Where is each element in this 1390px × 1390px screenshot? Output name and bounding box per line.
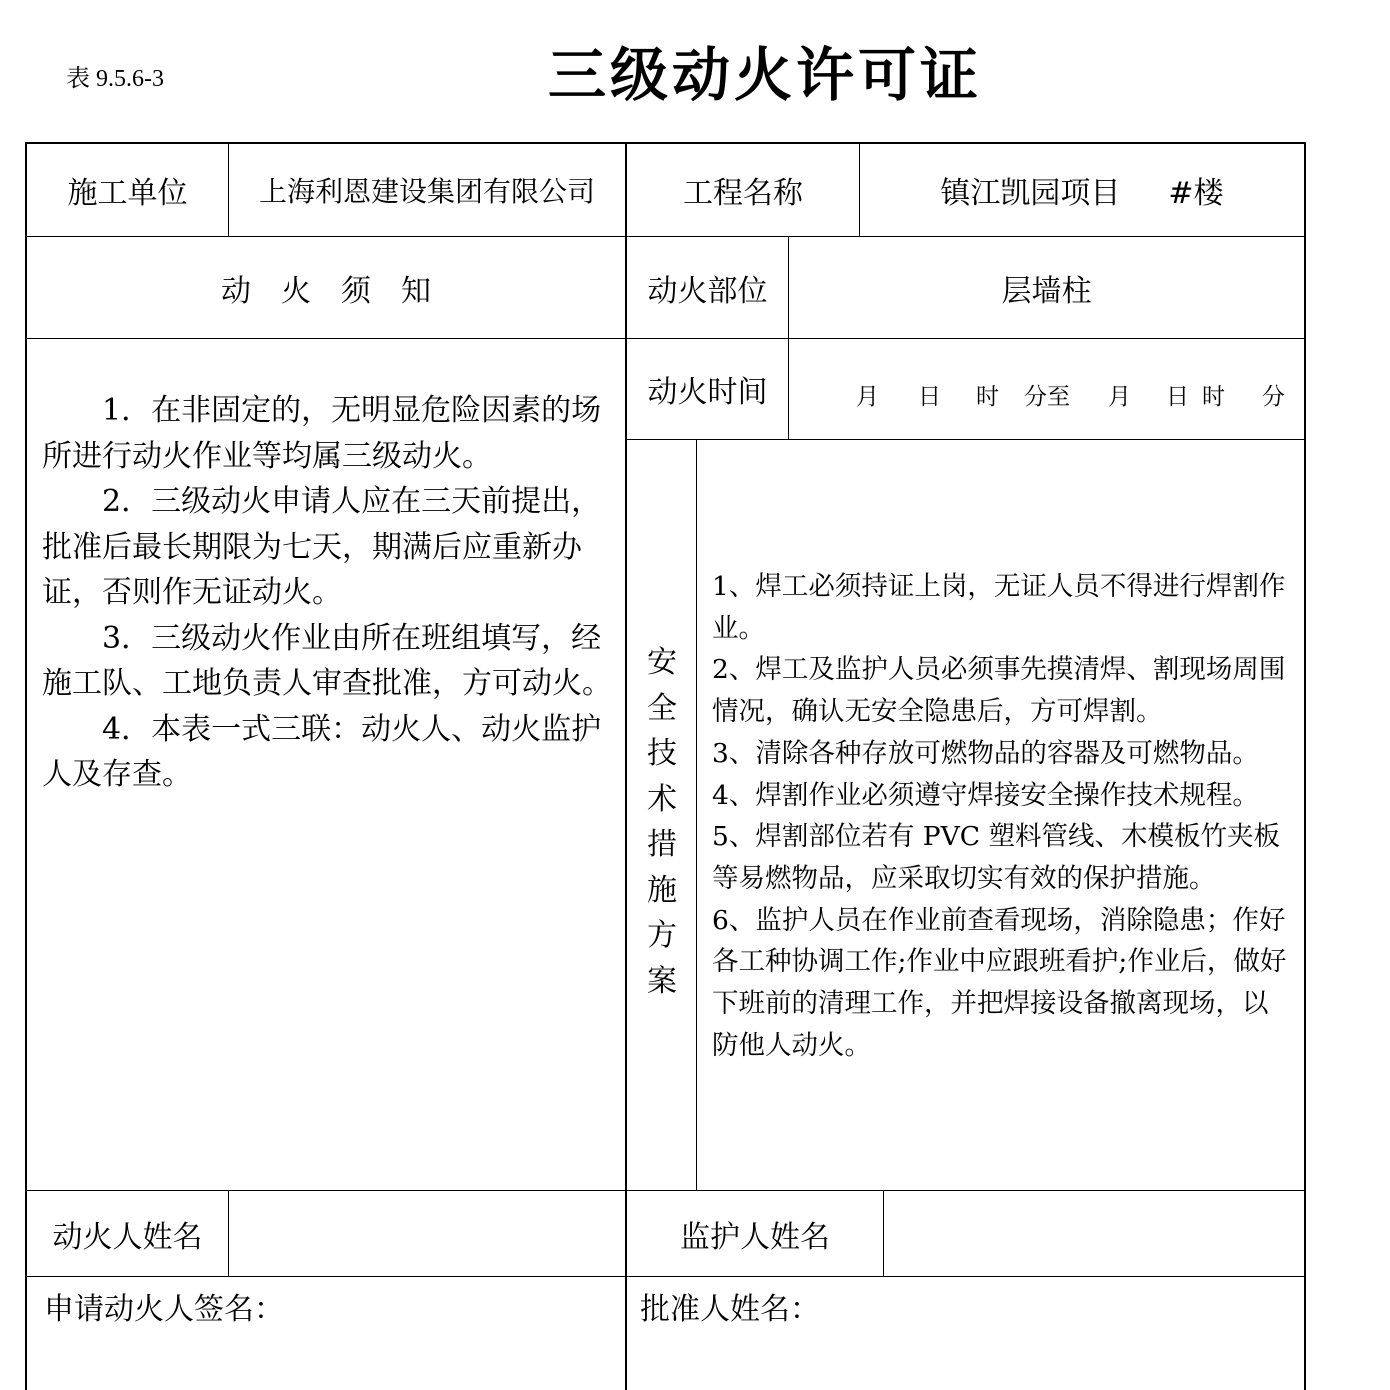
safety-measures-list	[712, 566, 1292, 1066]
project-name-text: 镇江凯园项目	[940, 176, 1121, 211]
operator-name-field[interactable]	[229, 1191, 625, 1276]
construction-unit-value: 上海利恩建设集团有限公司	[258, 175, 595, 208]
measure-item: 6、监护人员在作业前查看现场，消除隐患；作好各工种协调工作;作业中应跟班看护;作业后，做好下班前的清理工作，并把焊接设备撤离现场，以防他人动火。	[712, 904, 1287, 1061]
measure-item: 1、焊工必须持证上岗，无证人员不得进行焊割作业。	[712, 571, 1286, 644]
fire-notice-heading: 动 火 须 知	[221, 273, 431, 309]
time-day-end: 日	[1166, 384, 1189, 410]
label-char: 方	[647, 918, 677, 953]
label-char: 全	[647, 690, 677, 726]
table-number: 表 9.5.6-3	[66, 66, 164, 92]
measure-item: 3、清除各种存放可燃物品的容器及可燃物品。	[712, 737, 1259, 769]
measure-item: 4、焊割作业必须遵守焊接安全操作技术规程。	[712, 779, 1259, 811]
measure-item: 5、焊割部位若有 PVC 塑料管线、木模板竹夹板等易燃物品，应采取切实有效的保护措施。	[712, 821, 1280, 894]
fire-location-label: 动火部位	[647, 273, 768, 309]
page-title: 三级动火许可证	[548, 41, 983, 109]
fire-notice-list	[42, 388, 614, 798]
safety-measures-label	[640, 640, 684, 1004]
project-name-label: 工程名称	[683, 176, 803, 211]
fire-location-value: 层墙柱	[1001, 273, 1092, 309]
notice-item: 1．在非固定的，无明显危险因素的场所进行动火作业等均属三级动火。	[42, 393, 602, 474]
applicant-signature-label: 申请动火人签名：	[44, 1292, 284, 1327]
notice-item: 2．三级动火申请人应在三天前提出，批准后最长期限为七天，期满后应重新办证，否则作无证动火。	[42, 484, 602, 610]
supervisor-name-label: 监护人姓名	[680, 1219, 830, 1255]
time-day-start: 日	[918, 384, 941, 410]
time-month-end: 月	[1108, 384, 1131, 410]
time-hour-end: 时	[1202, 384, 1225, 410]
measure-item: 2、焊工及监护人员必须事先摸清焊、割现场周围情况，确认无安全隐患后，方可焊割。	[712, 654, 1286, 728]
time-minute-end: 分	[1262, 384, 1285, 410]
operator-name-label: 动火人姓名	[52, 1219, 203, 1255]
label-char: 案	[647, 963, 677, 999]
time-minute-to: 分至	[1024, 384, 1070, 410]
project-name-value	[860, 144, 1304, 236]
approver-name-label: 批准人姓名：	[640, 1292, 820, 1327]
building-number: #楼	[1168, 176, 1224, 211]
label-char: 措	[647, 827, 677, 862]
label-char: 技	[647, 736, 677, 771]
supervisor-name-field[interactable]	[884, 1191, 1304, 1276]
notice-item: 3．三级动火作业由所在班组填写，经施工队、工地负责人审查批准，方可动火。	[42, 620, 612, 701]
fire-time-label: 动火时间	[647, 375, 768, 410]
label-char: 施	[647, 872, 677, 908]
time-hour-start: 时	[976, 384, 999, 410]
fire-time-fields	[856, 378, 1285, 411]
construction-unit-label: 施工单位	[67, 176, 188, 211]
label-char: 安	[647, 645, 677, 680]
notice-item: 4．本表一式三联：动火人、动火监护人及存查。	[42, 711, 602, 792]
label-char: 术	[647, 781, 677, 817]
time-month-start: 月	[856, 384, 879, 410]
